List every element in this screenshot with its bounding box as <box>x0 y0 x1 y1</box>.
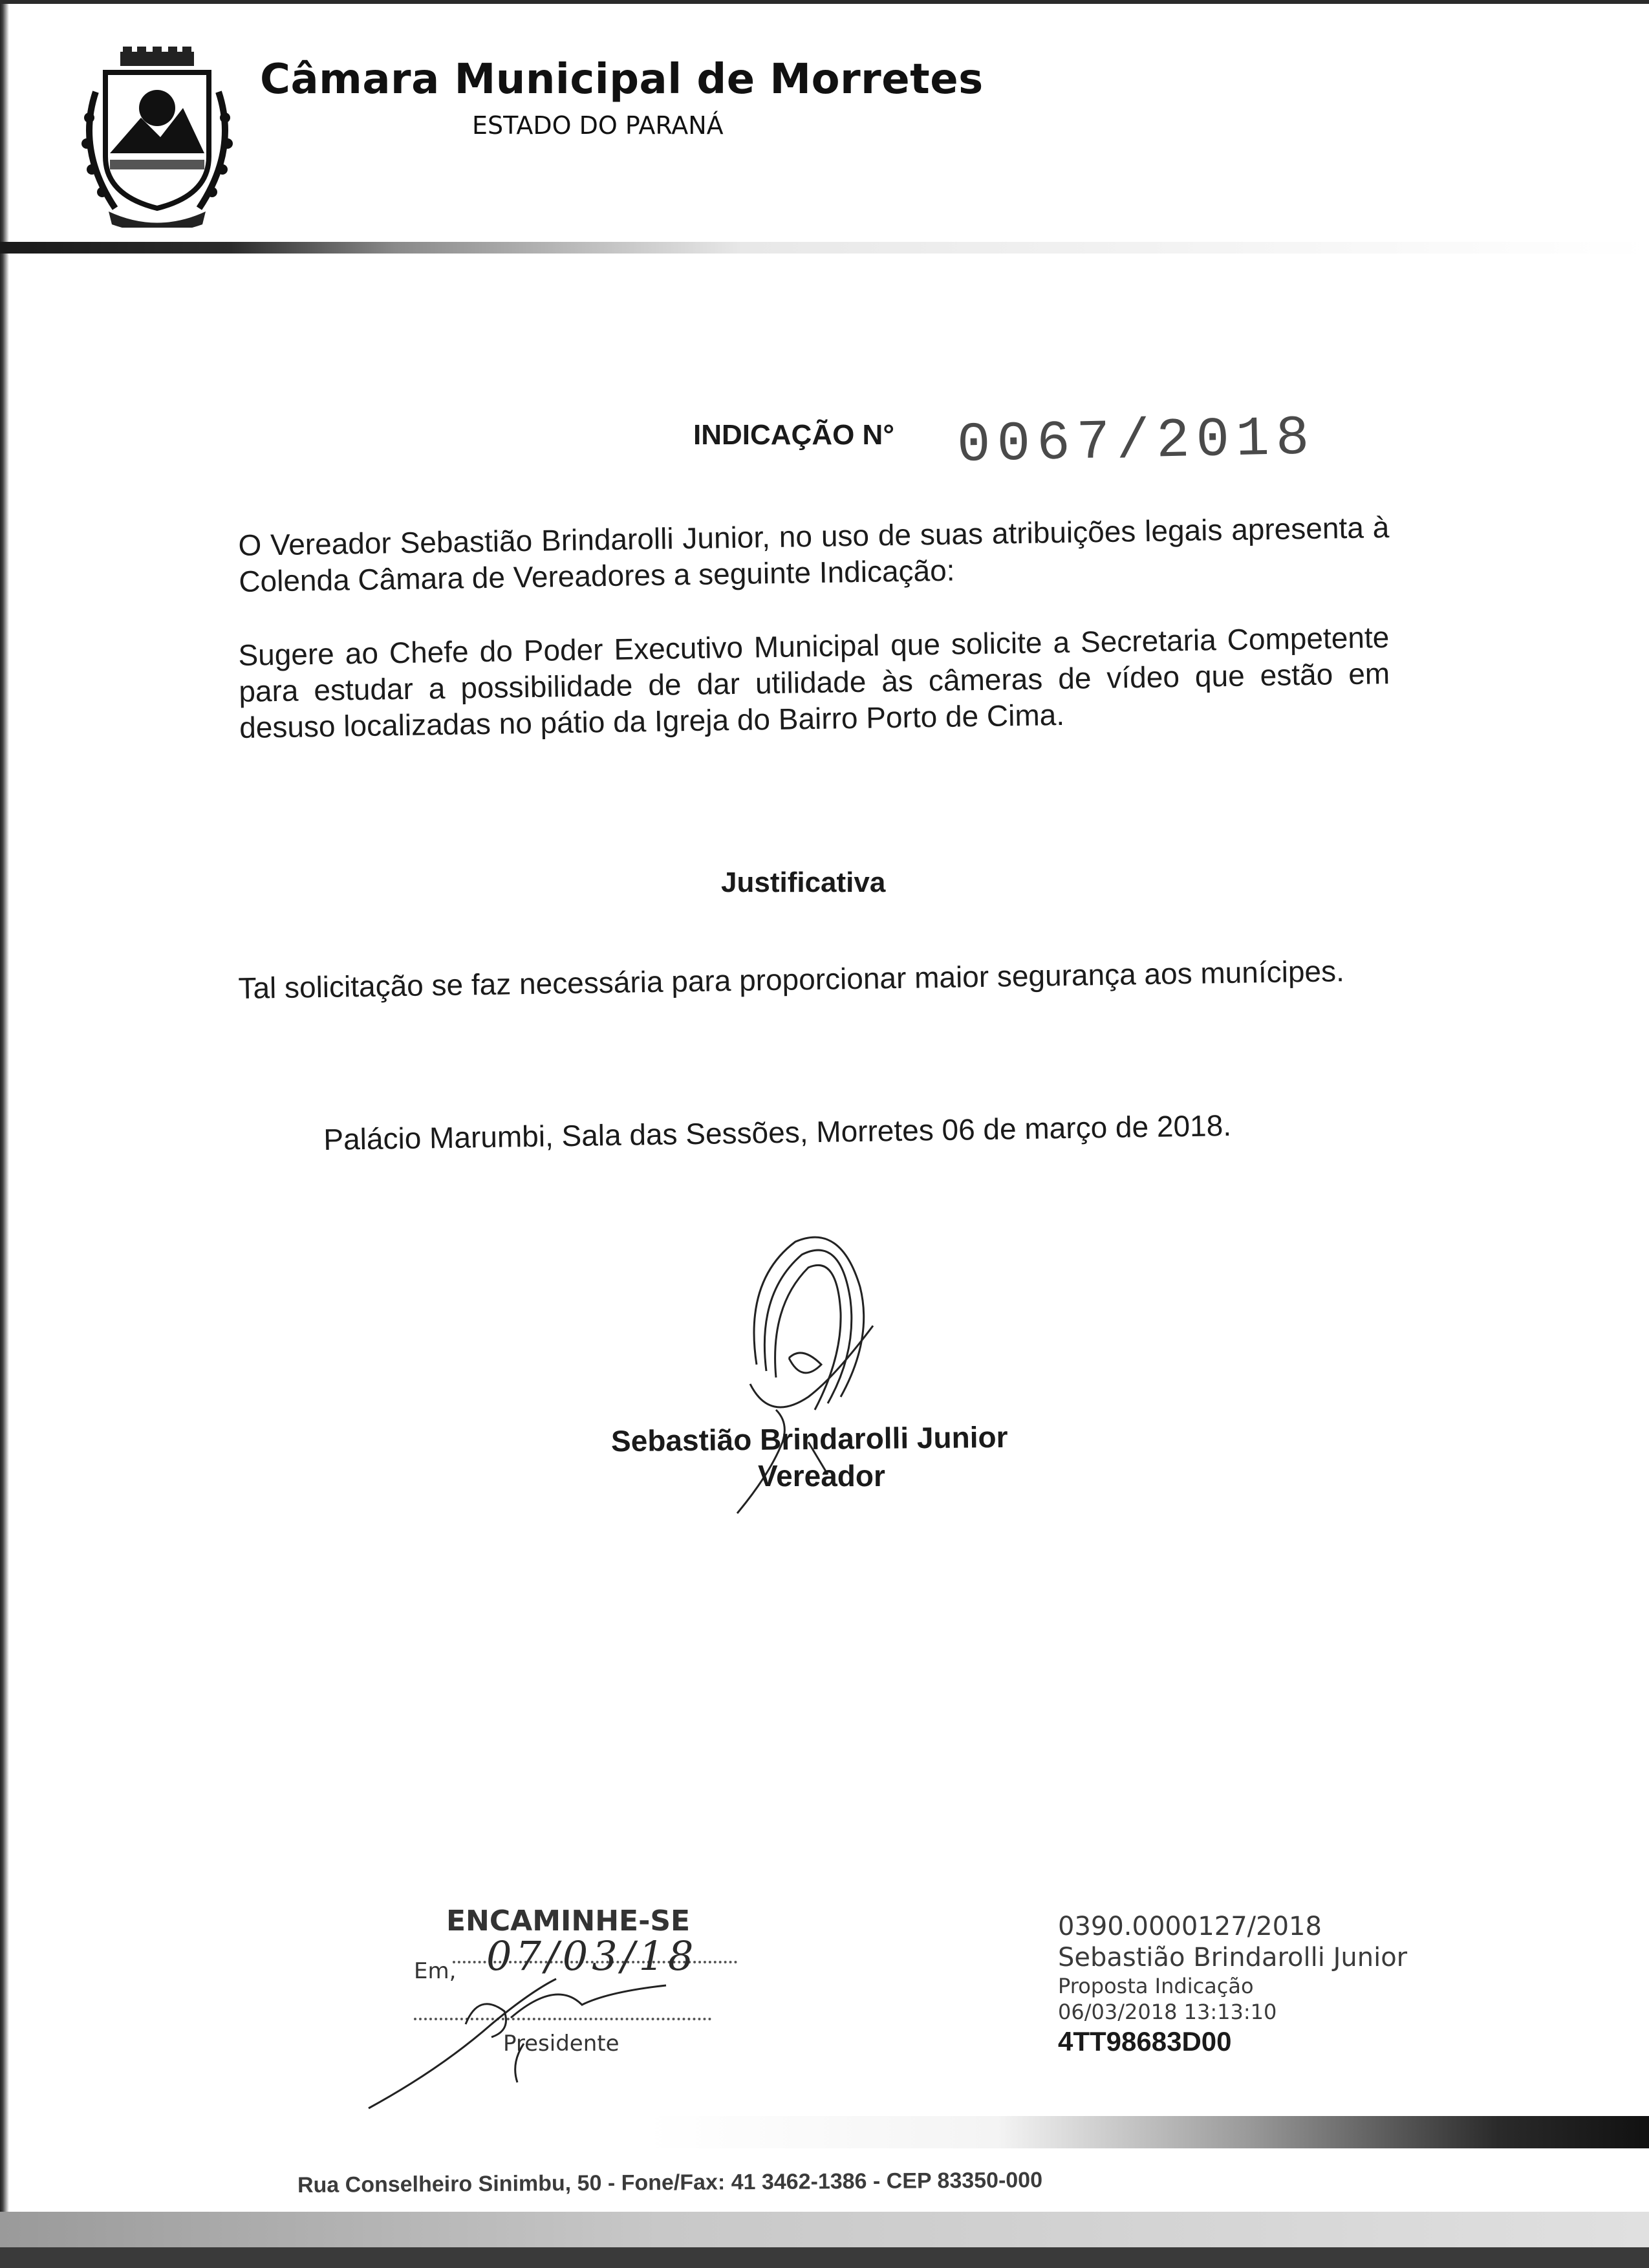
justification-paragraph: Tal solicitação se faz necessária para proporcionar maior segurança aos munícipes. <box>238 954 1345 1005</box>
signer-role: Vereador <box>758 1459 885 1493</box>
organization-name: Câmara Municipal de Morretes <box>260 56 984 103</box>
protocol-timestamp: 06/03/2018 13:13:10 <box>1058 2000 1277 2024</box>
scan-left-edge <box>0 0 9 2268</box>
forwarding-stamp-handwritten-date: 07/03/18 <box>486 1932 698 1980</box>
protocol-number: 0390.0000127/2018 <box>1058 1912 1322 1941</box>
request-paragraph: Sugere ao Chefe do Poder Executivo Municipal que solicite a Secretaria Competente para estudar a possibilidade de dar utilidade às câmeras de vídeo que estão em desuso localizadas no pátio da Igreja do Bairro Porto de Cima. <box>238 620 1390 744</box>
coat-of-arms-icon <box>70 47 244 228</box>
forwarding-stamp-date-label: Em, <box>414 1958 457 1984</box>
scan-top-edge <box>0 0 1649 4</box>
forwarding-stamp-role: Presidente <box>503 2031 620 2057</box>
protocol-type: Proposta Indicação <box>1058 1974 1254 1998</box>
organization-state: ESTADO DO PARANÁ <box>472 111 724 140</box>
protocol-author: Sebastião Brindarolli Junior <box>1058 1943 1408 1972</box>
protocol-code: 4TT98683D00 <box>1058 2026 1232 2057</box>
document-number-stamp: 0067/2018 <box>956 406 1317 477</box>
document-title-label: INDICAÇÃO N° <box>693 419 894 451</box>
footer-address: Rua Conselheiro Sinimbu, 50 - Fone/Fax: 41 3462-1386 - CEP 83350-000 <box>297 2167 1043 2198</box>
protocol-block <box>1058 1911 1407 2058</box>
intro-paragraph: O Vereador Sebastião Brindarolli Junior, no uso de suas atribuições legais apresenta à Colenda Câmara de Vereadores a seguinte Indicação: <box>238 510 1390 598</box>
president-signature <box>362 1953 698 2121</box>
justification-heading: Justificativa <box>721 867 886 898</box>
header-divider <box>0 238 1649 257</box>
place-and-date: Palácio Marumbi, Sala das Sessões, Morretes 06 de março de 2018. <box>323 1108 1232 1156</box>
signer-name: Sebastião Brindarolli Junior <box>610 1420 1008 1458</box>
forwarding-stamp-title: ENCAMINHE-SE <box>446 1905 691 1938</box>
